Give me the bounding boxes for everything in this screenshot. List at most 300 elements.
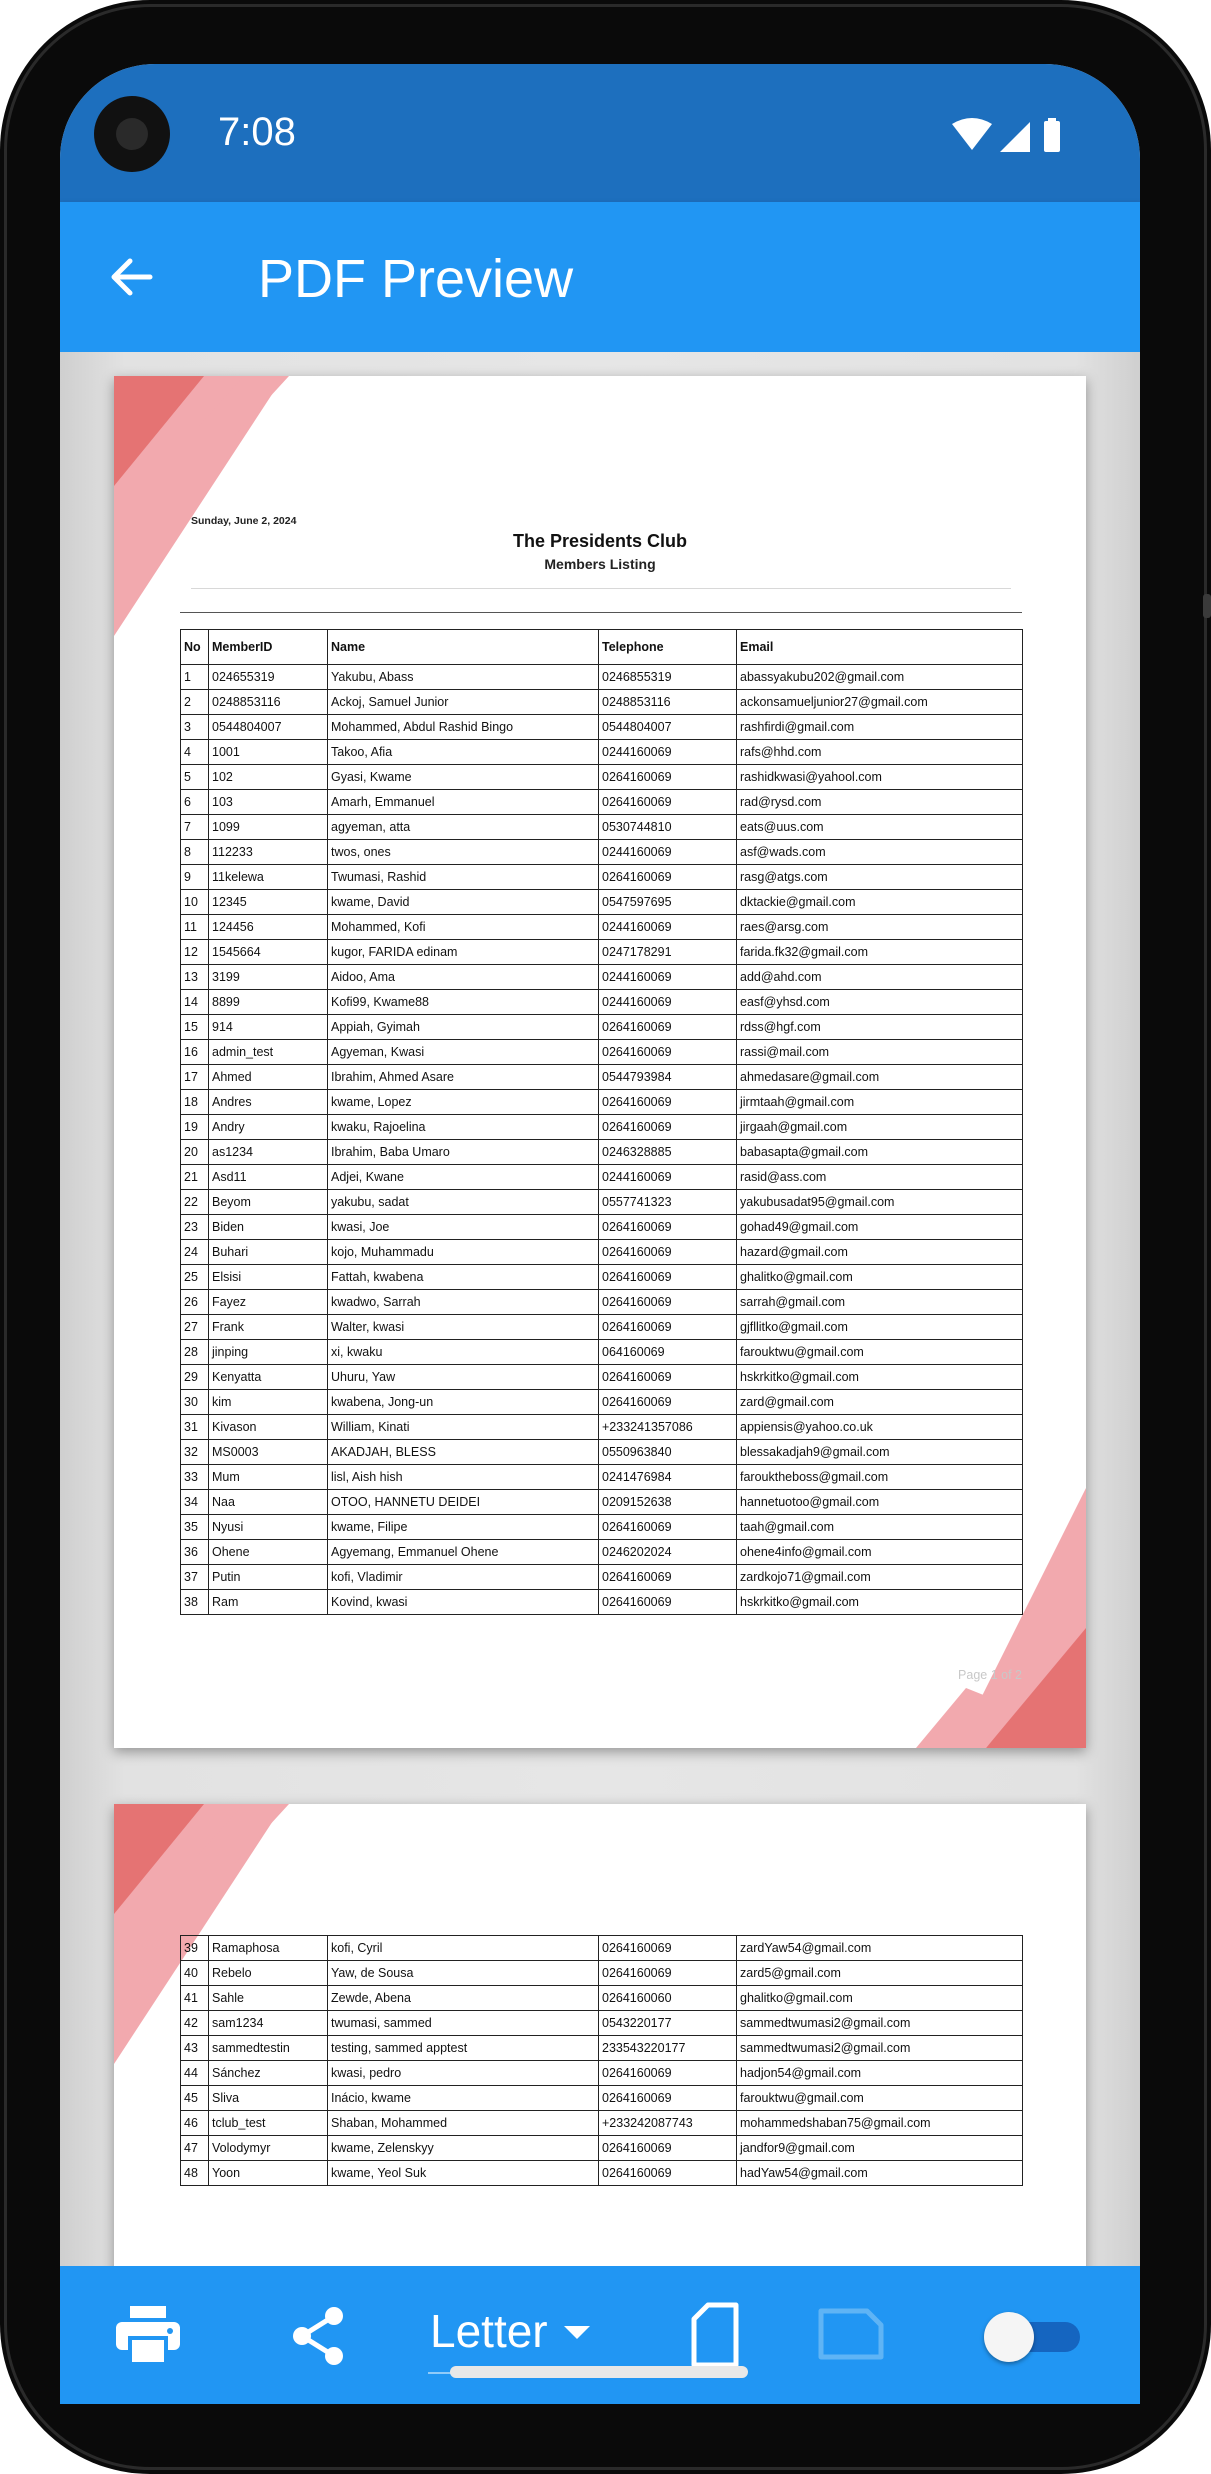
cell-name: Twumasi, Rashid	[328, 865, 599, 890]
cell-name: kwame, David	[328, 890, 599, 915]
cell-email: easf@yhsd.com	[737, 990, 1023, 1015]
cell-memberid: Nyusi	[209, 1515, 328, 1540]
cell-email: sammedtwumasi2@gmail.com	[737, 2011, 1023, 2036]
cell-telephone: 0264160060	[599, 1986, 737, 2011]
column-header-email: Email	[737, 630, 1023, 665]
cell-no: 35	[181, 1515, 209, 1540]
cell-memberid: kim	[209, 1390, 328, 1415]
cell-email: babasapta@gmail.com	[737, 1140, 1023, 1165]
cell-name: Ackoj, Samuel Junior	[328, 690, 599, 715]
cell-name: William, Kinati	[328, 1415, 599, 1440]
table-row	[181, 2111, 1023, 2136]
cell-telephone: 0264160069	[599, 1090, 737, 1115]
table-row	[181, 1165, 1023, 1190]
cell-memberid: Sliva	[209, 2086, 328, 2111]
cell-telephone: 0264160069	[599, 1365, 737, 1390]
cell-telephone: 0244160069	[599, 915, 737, 940]
cell-telephone: 0264160069	[599, 865, 737, 890]
cell-name: kwame, Filipe	[328, 1515, 599, 1540]
cell-name: testing, sammed apptest	[328, 2036, 599, 2061]
cell-email: gohad49@gmail.com	[737, 1215, 1023, 1240]
cell-memberid: 1099	[209, 815, 328, 840]
cell-email: zard5@gmail.com	[737, 1961, 1023, 1986]
cell-name: Aidoo, Ama	[328, 965, 599, 990]
cell-memberid: admin_test	[209, 1040, 328, 1065]
cell-no: 13	[181, 965, 209, 990]
cell-name: Amarh, Emmanuel	[328, 790, 599, 815]
cell-email: eats@uus.com	[737, 815, 1023, 840]
page-number: Page 1 of 2	[958, 1668, 1022, 1682]
cell-email: zard@gmail.com	[737, 1390, 1023, 1415]
cell-memberid: Fayez	[209, 1290, 328, 1315]
cell-telephone: 0244160069	[599, 840, 737, 865]
cell-email: hskrkitko@gmail.com	[737, 1365, 1023, 1390]
cell-telephone: 0557741323	[599, 1190, 737, 1215]
cell-email: rashidkwasi@yahool.com	[737, 765, 1023, 790]
cell-email: farouktwu@gmail.com	[737, 1340, 1023, 1365]
cell-memberid: jinping	[209, 1340, 328, 1365]
cell-telephone: 0209152638	[599, 1490, 737, 1515]
cell-email: gjfllitko@gmail.com	[737, 1315, 1023, 1340]
table-row	[181, 915, 1023, 940]
cell-email: farida.fk32@gmail.com	[737, 940, 1023, 965]
cell-telephone: +233241357086	[599, 1415, 737, 1440]
table-row	[181, 1140, 1023, 1165]
cell-no: 8	[181, 840, 209, 865]
cell-no: 47	[181, 2136, 209, 2161]
cell-email: jirmtaah@gmail.com	[737, 1090, 1023, 1115]
cell-name: kwasi, pedro	[328, 2061, 599, 2086]
cell-memberid: Asd11	[209, 1165, 328, 1190]
cell-no: 20	[181, 1140, 209, 1165]
cell-memberid: Mum	[209, 1465, 328, 1490]
cell-telephone: 0244160069	[599, 1165, 737, 1190]
cell-no: 10	[181, 890, 209, 915]
cell-name: Ibrahim, Baba Umaro	[328, 1140, 599, 1165]
table-row	[181, 1090, 1023, 1115]
cell-name: OTOO, HANNETU DEIDEI	[328, 1490, 599, 1515]
cell-no: 5	[181, 765, 209, 790]
navigation-bar	[0, 2338, 1211, 2474]
table-row	[181, 965, 1023, 990]
cell-memberid: Yoon	[209, 2161, 328, 2186]
cell-no: 44	[181, 2061, 209, 2086]
cell-no: 24	[181, 1240, 209, 1265]
cell-no: 38	[181, 1590, 209, 1615]
cell-telephone: 0264160069	[599, 2161, 737, 2186]
cell-no: 32	[181, 1440, 209, 1465]
cell-telephone: 0246328885	[599, 1140, 737, 1165]
cell-email: add@ahd.com	[737, 965, 1023, 990]
table-row	[181, 665, 1023, 690]
table-row	[181, 2136, 1023, 2161]
cell-no: 33	[181, 1465, 209, 1490]
cell-no: 29	[181, 1365, 209, 1390]
table-row	[181, 1490, 1023, 1515]
cell-name: kwaku, Rajoelina	[328, 1115, 599, 1140]
signal-icon	[1000, 122, 1030, 152]
cell-name: kwasi, Joe	[328, 1215, 599, 1240]
cell-email: ahmedasare@gmail.com	[737, 1065, 1023, 1090]
cell-email: hazard@gmail.com	[737, 1240, 1023, 1265]
cell-no: 16	[181, 1040, 209, 1065]
cell-email: raes@arsg.com	[737, 915, 1023, 940]
cell-name: Yakubu, Abass	[328, 665, 599, 690]
cell-telephone: 0264160069	[599, 1290, 737, 1315]
members-table-body	[181, 1936, 1023, 2186]
table-row	[181, 740, 1023, 765]
cell-email: taah@gmail.com	[737, 1515, 1023, 1540]
cell-no: 12	[181, 940, 209, 965]
table-row	[181, 1936, 1023, 1961]
cell-no: 19	[181, 1115, 209, 1140]
cell-telephone: 0264160069	[599, 1215, 737, 1240]
cell-no: 26	[181, 1290, 209, 1315]
cell-telephone: 0248853116	[599, 690, 737, 715]
table-row	[181, 1961, 1023, 1986]
table-row	[181, 715, 1023, 740]
cell-no: 42	[181, 2011, 209, 2036]
table-row	[181, 1540, 1023, 1565]
table-row	[181, 1415, 1023, 1440]
cell-name: Zewde, Abena	[328, 1986, 599, 2011]
cell-name: Kofi99, Kwame88	[328, 990, 599, 1015]
cell-telephone: 0247178291	[599, 940, 737, 965]
cell-no: 22	[181, 1190, 209, 1215]
cell-no: 30	[181, 1390, 209, 1415]
table-row	[181, 790, 1023, 815]
cell-name: Takoo, Afia	[328, 740, 599, 765]
pdf-page-1	[114, 376, 1086, 1748]
cell-telephone: 0550963840	[599, 1440, 737, 1465]
table-row	[181, 940, 1023, 965]
cell-name: kofi, Vladimir	[328, 1565, 599, 1590]
system-icons	[950, 116, 1070, 156]
cell-email: mohammedshaban75@gmail.com	[737, 2111, 1023, 2136]
cell-no: 17	[181, 1065, 209, 1090]
cell-memberid: tclub_test	[209, 2111, 328, 2136]
cell-no: 11	[181, 915, 209, 940]
cell-no: 2	[181, 690, 209, 715]
back-arrow-icon[interactable]	[106, 252, 156, 302]
column-header-name: Name	[328, 630, 599, 665]
cell-memberid: Putin	[209, 1565, 328, 1590]
cell-memberid: 024655319	[209, 665, 328, 690]
cell-memberid: Sánchez	[209, 2061, 328, 2086]
cell-telephone: 0264160069	[599, 1565, 737, 1590]
cell-no: 15	[181, 1015, 209, 1040]
cell-telephone: 0264160069	[599, 1515, 737, 1540]
paper-size-label: Letter	[430, 2305, 548, 2357]
cell-name: Mohammed, Kofi	[328, 915, 599, 940]
cell-telephone: 0264160069	[599, 1265, 737, 1290]
cell-memberid: 11kelewa	[209, 865, 328, 890]
table-row	[181, 1590, 1023, 1615]
cell-name: Agyemang, Emmanuel Ohene	[328, 1540, 599, 1565]
cell-no: 43	[181, 2036, 209, 2061]
report-subtitle: Members Listing	[544, 556, 656, 572]
table-row	[181, 1240, 1023, 1265]
cell-no: 46	[181, 2111, 209, 2136]
table-row	[181, 1315, 1023, 1340]
status-bar	[60, 64, 1140, 202]
screen	[60, 64, 1140, 2404]
table-row	[181, 840, 1023, 865]
cell-name: Adjei, Kwane	[328, 1165, 599, 1190]
cell-email: rasg@atgs.com	[737, 865, 1023, 890]
column-header-telephone: Telephone	[599, 630, 737, 665]
cell-telephone: 064160069	[599, 1340, 737, 1365]
cell-name: Agyeman, Kwasi	[328, 1040, 599, 1065]
cell-telephone: 0264160069	[599, 765, 737, 790]
cell-name: Walter, kwasi	[328, 1315, 599, 1340]
cell-no: 45	[181, 2086, 209, 2111]
cell-telephone: 0544793984	[599, 1065, 737, 1090]
cell-name: kwame, Yeol Suk	[328, 2161, 599, 2186]
cell-memberid: Sahle	[209, 1986, 328, 2011]
cell-email: hskrkitko@gmail.com	[737, 1590, 1023, 1615]
column-header-memberid: MemberID	[209, 630, 328, 665]
table-row	[181, 765, 1023, 790]
table-row	[181, 1565, 1023, 1590]
cell-telephone: 0264160069	[599, 1115, 737, 1140]
cell-email: ohene4info@gmail.com	[737, 1540, 1023, 1565]
cell-telephone: 233543220177	[599, 2036, 737, 2061]
cell-telephone: 0547597695	[599, 890, 737, 915]
cell-telephone: 0264160069	[599, 1040, 737, 1065]
cell-telephone: 0264160069	[599, 1961, 737, 1986]
table-row	[181, 990, 1023, 1015]
cell-memberid: 0544804007	[209, 715, 328, 740]
cell-name: Yaw, de Sousa	[328, 1961, 599, 1986]
cell-name: kojo, Muhammadu	[328, 1240, 599, 1265]
table-row	[181, 2086, 1023, 2111]
cell-no: 41	[181, 1986, 209, 2011]
cell-memberid: Beyom	[209, 1190, 328, 1215]
cell-memberid: 0248853116	[209, 690, 328, 715]
cell-name: kwadwo, Sarrah	[328, 1290, 599, 1315]
table-row	[181, 1465, 1023, 1490]
cell-memberid: 3199	[209, 965, 328, 990]
cell-email: farouktheboss@gmail.com	[737, 1465, 1023, 1490]
cell-email: appiensis@yahoo.co.uk	[737, 1415, 1023, 1440]
cell-memberid: Elsisi	[209, 1265, 328, 1290]
cell-telephone: 0543220177	[599, 2011, 737, 2036]
table-row	[181, 1015, 1023, 1040]
battery-icon	[1044, 118, 1060, 152]
cell-telephone: 0244160069	[599, 990, 737, 1015]
cell-no: 37	[181, 1565, 209, 1590]
status-time: 7:08	[218, 110, 296, 154]
cell-memberid: sam1234	[209, 2011, 328, 2036]
cell-telephone: 0264160069	[599, 1390, 737, 1415]
cell-memberid: Ram	[209, 1590, 328, 1615]
cell-memberid: Rebelo	[209, 1961, 328, 1986]
members-table	[180, 629, 1023, 1615]
cell-memberid: Frank	[209, 1315, 328, 1340]
cell-name: Inácio, kwame	[328, 2086, 599, 2111]
cell-telephone: +233242087743	[599, 2111, 737, 2136]
page-title: PDF Preview	[258, 249, 574, 309]
cell-name: yakubu, sadat	[328, 1190, 599, 1215]
cell-email: blessakadjah9@gmail.com	[737, 1440, 1023, 1465]
cell-name: Gyasi, Kwame	[328, 765, 599, 790]
cell-name: Uhuru, Yaw	[328, 1365, 599, 1390]
cell-telephone: 0264160069	[599, 1936, 737, 1961]
cell-email: yakubusadat95@gmail.com	[737, 1190, 1023, 1215]
cell-email: ghalitko@gmail.com	[737, 1986, 1023, 2011]
table-row	[181, 2011, 1023, 2036]
cell-telephone: 0264160069	[599, 1015, 737, 1040]
table-row	[181, 1065, 1023, 1090]
table-row	[181, 815, 1023, 840]
cell-telephone: 0241476984	[599, 1465, 737, 1490]
cell-name: xi, kwaku	[328, 1340, 599, 1365]
divider	[180, 612, 1022, 613]
table-row	[181, 1390, 1023, 1415]
table-row	[181, 1986, 1023, 2011]
cell-email: rdss@hgf.com	[737, 1015, 1023, 1040]
cell-memberid: Ahmed	[209, 1065, 328, 1090]
cell-no: 25	[181, 1265, 209, 1290]
cell-name: Fattah, kwabena	[328, 1265, 599, 1290]
pdf-page-2	[114, 1804, 1086, 2266]
cell-memberid: 124456	[209, 915, 328, 940]
cell-name: Shaban, Mohammed	[328, 2111, 599, 2136]
cell-email: sarrah@gmail.com	[737, 1290, 1023, 1315]
cell-no: 3	[181, 715, 209, 740]
cell-name: twumasi, sammed	[328, 2011, 599, 2036]
cell-no: 28	[181, 1340, 209, 1365]
cell-memberid: Ohene	[209, 1540, 328, 1565]
cell-email: jandfor9@gmail.com	[737, 2136, 1023, 2161]
cell-telephone: 0244160069	[599, 740, 737, 765]
cell-memberid: Kenyatta	[209, 1365, 328, 1390]
cell-telephone: 0264160069	[599, 2136, 737, 2161]
cell-memberid: Andres	[209, 1090, 328, 1115]
cell-no: 39	[181, 1936, 209, 1961]
cell-no: 31	[181, 1415, 209, 1440]
table-row	[181, 1340, 1023, 1365]
column-header-no: No	[181, 630, 209, 665]
cell-memberid: 12345	[209, 890, 328, 915]
cell-no: 1	[181, 665, 209, 690]
cell-email: zardkojo71@gmail.com	[737, 1565, 1023, 1590]
cell-name: twos, ones	[328, 840, 599, 865]
cell-memberid: as1234	[209, 1140, 328, 1165]
wifi-icon	[952, 118, 992, 150]
corner-decoration-top	[114, 376, 314, 636]
cell-no: 36	[181, 1540, 209, 1565]
cell-telephone: 0530744810	[599, 815, 737, 840]
report-title: The Presidents Club	[512, 531, 688, 551]
cell-name: lisl, Aish hish	[328, 1465, 599, 1490]
cell-name: kwame, Zelenskyy	[328, 2136, 599, 2161]
cell-no: 48	[181, 2161, 209, 2186]
cell-telephone: 0246855319	[599, 665, 737, 690]
report-date: Sunday, June 2, 2024	[191, 515, 297, 527]
table-row	[181, 1215, 1023, 1240]
table-row	[181, 2036, 1023, 2061]
cell-email: rad@rysd.com	[737, 790, 1023, 815]
divider	[191, 588, 1011, 589]
pdf-preview-area[interactable]	[60, 352, 1140, 2266]
cell-email: rassi@mail.com	[737, 1040, 1023, 1065]
cell-no: 4	[181, 740, 209, 765]
cell-no: 7	[181, 815, 209, 840]
cell-no: 14	[181, 990, 209, 1015]
cell-memberid: 8899	[209, 990, 328, 1015]
table-row	[181, 1265, 1023, 1290]
table-row	[181, 1290, 1023, 1315]
cell-name: kwabena, Jong-un	[328, 1390, 599, 1415]
cell-telephone: 0244160069	[599, 965, 737, 990]
app-bar	[60, 202, 1140, 352]
cell-telephone: 0264160069	[599, 2086, 737, 2111]
cell-telephone: 0264160069	[599, 1315, 737, 1340]
cell-telephone: 0264160069	[599, 2061, 737, 2086]
cell-email: dktackie@gmail.com	[737, 890, 1023, 915]
cell-memberid: MS0003	[209, 1440, 328, 1465]
home-indicator[interactable]	[450, 2366, 748, 2378]
cell-memberid: 103	[209, 790, 328, 815]
cell-memberid: Ramaphosa	[209, 1936, 328, 1961]
cell-name: agyeman, atta	[328, 815, 599, 840]
table-row	[181, 890, 1023, 915]
cell-no: 34	[181, 1490, 209, 1515]
cell-memberid: 1545664	[209, 940, 328, 965]
cell-email: abassyakubu202@gmail.com	[737, 665, 1023, 690]
cell-name: Mohammed, Abdul Rashid Bingo	[328, 715, 599, 740]
cell-name: Appiah, Gyimah	[328, 1015, 599, 1040]
cell-name: Kovind, kwasi	[328, 1590, 599, 1615]
cell-email: rashfirdi@gmail.com	[737, 715, 1023, 740]
front-camera	[94, 96, 170, 172]
cell-no: 6	[181, 790, 209, 815]
cell-email: hannetuotoo@gmail.com	[737, 1490, 1023, 1515]
cell-email: asf@wads.com	[737, 840, 1023, 865]
cell-memberid: Volodymyr	[209, 2136, 328, 2161]
cell-no: 40	[181, 1961, 209, 1986]
cell-name: kwame, Lopez	[328, 1090, 599, 1115]
table-row	[181, 690, 1023, 715]
cell-no: 27	[181, 1315, 209, 1340]
cell-email: ghalitko@gmail.com	[737, 1265, 1023, 1290]
cell-email: rafs@hhd.com	[737, 740, 1023, 765]
table-row	[181, 1440, 1023, 1465]
cell-no: 9	[181, 865, 209, 890]
cell-no: 18	[181, 1090, 209, 1115]
cell-memberid: Andry	[209, 1115, 328, 1140]
cell-email: hadjon54@gmail.com	[737, 2061, 1023, 2086]
table-row	[181, 865, 1023, 890]
members-table-continued	[180, 1935, 1023, 2186]
table-row	[181, 1365, 1023, 1390]
cell-name: kugor, FARIDA edinam	[328, 940, 599, 965]
cell-telephone: 0264160069	[599, 790, 737, 815]
cell-telephone: 0264160069	[599, 1590, 737, 1615]
cell-email: ackonsamueljunior27@gmail.com	[737, 690, 1023, 715]
table-row	[181, 1115, 1023, 1140]
phone-side-button	[1203, 594, 1211, 618]
cell-email: hadYaw54@gmail.com	[737, 2161, 1023, 2186]
cell-memberid: Buhari	[209, 1240, 328, 1265]
table-row	[181, 2161, 1023, 2186]
cell-memberid: 102	[209, 765, 328, 790]
cell-memberid: sammedtestin	[209, 2036, 328, 2061]
cell-memberid: Kivason	[209, 1415, 328, 1440]
cell-telephone: 0544804007	[599, 715, 737, 740]
